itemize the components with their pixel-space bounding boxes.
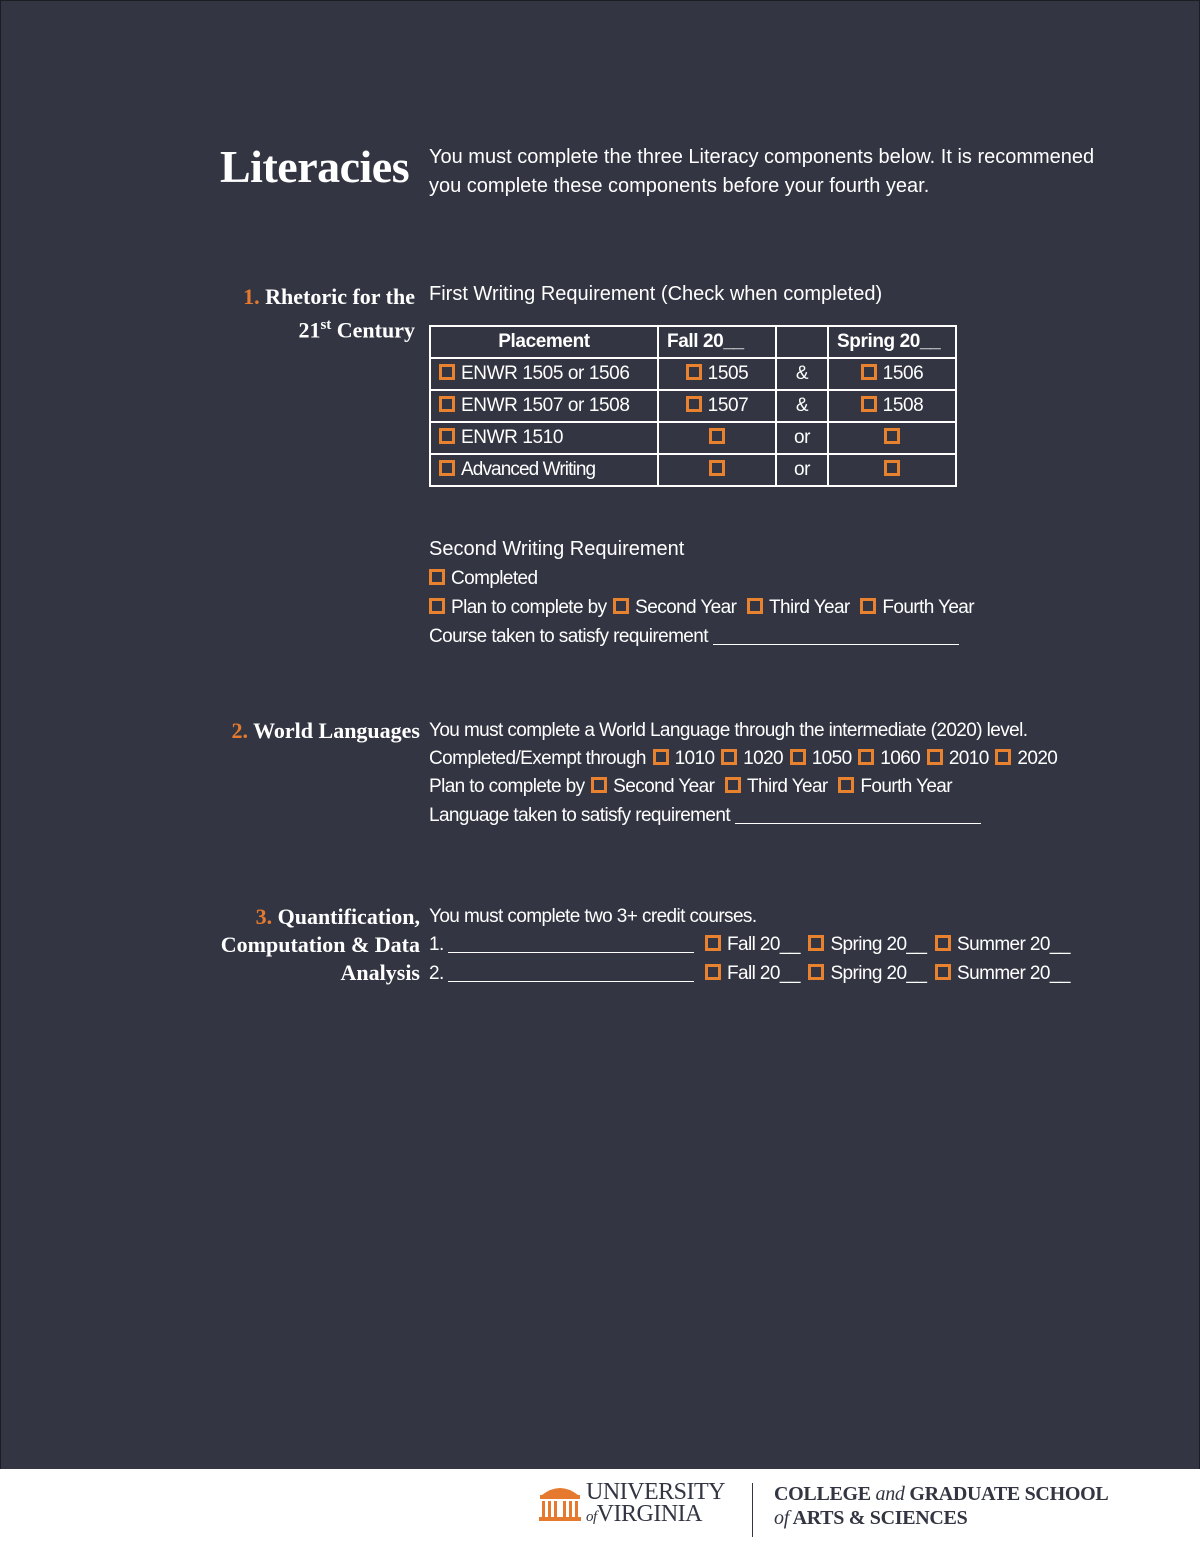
placement-label: ENWR 1505 or 1506 xyxy=(461,363,630,384)
course-taken-row xyxy=(429,622,959,651)
quant-heading-line1: Quantification, xyxy=(277,904,420,929)
course-taken-input[interactable] xyxy=(713,626,959,645)
checkbox-course1-summer[interactable] xyxy=(935,935,951,951)
fourth-year-label: Fourth Year xyxy=(882,597,974,618)
uva-of: of xyxy=(586,1509,597,1525)
spring-course: 1506 xyxy=(882,363,924,384)
term-spring: Spring 20__ xyxy=(830,963,927,984)
checkbox-advanced-writing[interactable] xyxy=(439,460,455,476)
fall-course: 1505 xyxy=(707,363,749,384)
checkbox-spring-1506[interactable] xyxy=(861,364,877,380)
third-year-label: Third Year xyxy=(769,597,850,618)
conjunction: & xyxy=(776,390,828,422)
course-2-input[interactable] xyxy=(448,963,694,982)
course-1-input[interactable] xyxy=(448,934,694,953)
header-placement: Placement xyxy=(430,326,658,358)
header-blank xyxy=(776,326,828,358)
checkbox-second-year[interactable] xyxy=(613,598,629,614)
second-year-label: Second Year xyxy=(635,597,737,618)
checkbox-plan[interactable] xyxy=(429,598,445,614)
course-1-number: 1. xyxy=(429,934,444,955)
quant-course-row-2 xyxy=(429,959,1070,988)
first-writing-label: First Writing Requirement (Check when completed) xyxy=(429,283,883,305)
lang-fourth-year-label: Fourth Year xyxy=(860,776,952,797)
checkbox-course1-fall[interactable] xyxy=(705,935,721,951)
languages-heading xyxy=(100,717,420,745)
checkbox-enwr-1505-1506[interactable] xyxy=(439,364,455,380)
completed-label: Completed xyxy=(451,568,538,589)
second-writing-label: Second Writing Requirement xyxy=(429,538,685,560)
quant-heading-line3: Analysis xyxy=(340,960,420,985)
college-line1-b: GRADUATE SCHOOL xyxy=(909,1483,1109,1505)
checkbox-enwr-1510[interactable] xyxy=(439,428,455,444)
checkbox-2010[interactable] xyxy=(927,749,943,765)
checkbox-spring-1508[interactable] xyxy=(861,396,877,412)
college-and: and xyxy=(875,1483,905,1505)
checkbox-completed[interactable] xyxy=(429,569,445,585)
second-writing-completed xyxy=(429,564,537,593)
rhetoric-heading-line1: Rhetoric for the xyxy=(265,284,415,309)
language-taken-input[interactable] xyxy=(735,805,981,824)
plan-label: Plan to complete by xyxy=(451,597,607,618)
footer xyxy=(0,1469,1200,1551)
languages-text: You must complete a World Language through the intermediate (2020) level. xyxy=(429,720,1028,741)
page-title: Literacies xyxy=(220,141,410,192)
level-1010: 1010 xyxy=(674,748,715,769)
checkbox-1050[interactable] xyxy=(790,749,806,765)
checkbox-lang-second-year[interactable] xyxy=(591,777,607,793)
checkbox-lang-fourth-year[interactable] xyxy=(838,777,854,793)
checkbox-course1-spring[interactable] xyxy=(808,935,824,951)
uva-wordmark xyxy=(586,1481,725,1528)
checkbox-fall-1507[interactable] xyxy=(686,396,702,412)
level-1060: 1060 xyxy=(880,748,921,769)
rhetoric-heading xyxy=(100,283,415,344)
placement-label: Advanced Writing xyxy=(461,459,596,480)
college-wordmark xyxy=(774,1482,1108,1530)
term-fall: Fall 20__ xyxy=(727,934,800,955)
checkbox-lang-third-year[interactable] xyxy=(725,777,741,793)
uva-line1: UNIVERSITY xyxy=(586,1479,725,1505)
checkbox-spring-1510[interactable] xyxy=(884,428,900,444)
footer-divider xyxy=(752,1483,753,1537)
languages-plan-row xyxy=(429,772,952,801)
language-taken-label: Language taken to satisfy requirement xyxy=(429,805,731,826)
intro-line-2: you complete these components before your fourth year. xyxy=(429,175,930,197)
rhetoric-heading-century: Century xyxy=(336,317,415,343)
rotunda-icon xyxy=(538,1479,582,1523)
checkbox-fall-1505[interactable] xyxy=(686,364,702,380)
course-taken-label: Course taken to satisfy requirement xyxy=(429,626,708,647)
conjunction: or xyxy=(776,454,828,486)
checkbox-fall-1510[interactable] xyxy=(709,428,725,444)
intro-line-1: You must complete the three Literacy components below. It is recommened xyxy=(429,146,1095,168)
table-row xyxy=(430,454,956,486)
level-2010: 2010 xyxy=(948,748,989,769)
level-2020: 2020 xyxy=(1017,748,1058,769)
quant-text: You must complete two 3+ credit courses. xyxy=(429,906,757,927)
lang-third-year-label: Third Year xyxy=(747,776,828,797)
term-spring: Spring 20__ xyxy=(830,934,927,955)
languages-plan-label: Plan to complete by xyxy=(429,776,585,797)
rhetoric-heading-21: 21 xyxy=(298,317,321,343)
course-2-number: 2. xyxy=(429,963,444,984)
first-writing-table xyxy=(429,325,957,487)
table-row xyxy=(430,358,956,390)
checkbox-fourth-year[interactable] xyxy=(860,598,876,614)
fall-course: 1507 xyxy=(707,395,749,416)
quant-heading-line2: Computation & Data xyxy=(220,932,420,957)
checkbox-1060[interactable] xyxy=(858,749,874,765)
term-fall: Fall 20__ xyxy=(727,963,800,984)
term-summer: Summer 20__ xyxy=(957,934,1070,955)
languages-exempt-row xyxy=(429,744,1057,773)
checkbox-enwr-1507-1508[interactable] xyxy=(439,396,455,412)
college-line2-b: ARTS & SCIENCES xyxy=(792,1507,968,1529)
rhetoric-heading-sup: st xyxy=(320,317,332,333)
checkbox-third-year[interactable] xyxy=(747,598,763,614)
second-writing-plan xyxy=(429,593,974,622)
checkbox-1020[interactable] xyxy=(721,749,737,765)
college-line1-a: COLLEGE xyxy=(774,1483,871,1505)
checkbox-1010[interactable] xyxy=(653,749,669,765)
checkbox-spring-advanced[interactable] xyxy=(884,460,900,476)
term-summer: Summer 20__ xyxy=(957,963,1070,984)
table-row xyxy=(430,422,956,454)
checkbox-2020[interactable] xyxy=(995,749,1011,765)
header-fall: Fall 20__ xyxy=(658,326,776,358)
placement-label: ENWR 1510 xyxy=(461,427,563,448)
quant-number: 3. xyxy=(255,904,273,929)
quant-heading xyxy=(100,903,420,987)
languages-heading-text: World Languages xyxy=(253,718,420,743)
conjunction: & xyxy=(776,358,828,390)
header-spring: Spring 20__ xyxy=(828,326,956,358)
placement-label: ENWR 1507 or 1508 xyxy=(461,395,630,416)
checkbox-course2-summer[interactable] xyxy=(935,964,951,980)
level-1020: 1020 xyxy=(743,748,784,769)
table-header-row xyxy=(430,326,956,358)
conjunction: or xyxy=(776,422,828,454)
spring-course: 1508 xyxy=(882,395,924,416)
uva-line2: VIRGINIA xyxy=(596,1501,702,1527)
rhetoric-number: 1. xyxy=(243,284,260,309)
checkbox-course2-spring[interactable] xyxy=(808,964,824,980)
intro-text xyxy=(429,143,1094,201)
checkbox-course2-fall[interactable] xyxy=(705,964,721,980)
quant-course-row-1 xyxy=(429,930,1070,959)
table-row xyxy=(430,390,956,422)
level-1050: 1050 xyxy=(811,748,852,769)
exempt-label: Completed/Exempt through xyxy=(429,748,646,769)
lang-second-year-label: Second Year xyxy=(613,776,715,797)
checkbox-fall-advanced[interactable] xyxy=(709,460,725,476)
college-of: of xyxy=(774,1507,789,1529)
languages-number: 2. xyxy=(231,718,249,743)
language-taken-row xyxy=(429,801,981,830)
